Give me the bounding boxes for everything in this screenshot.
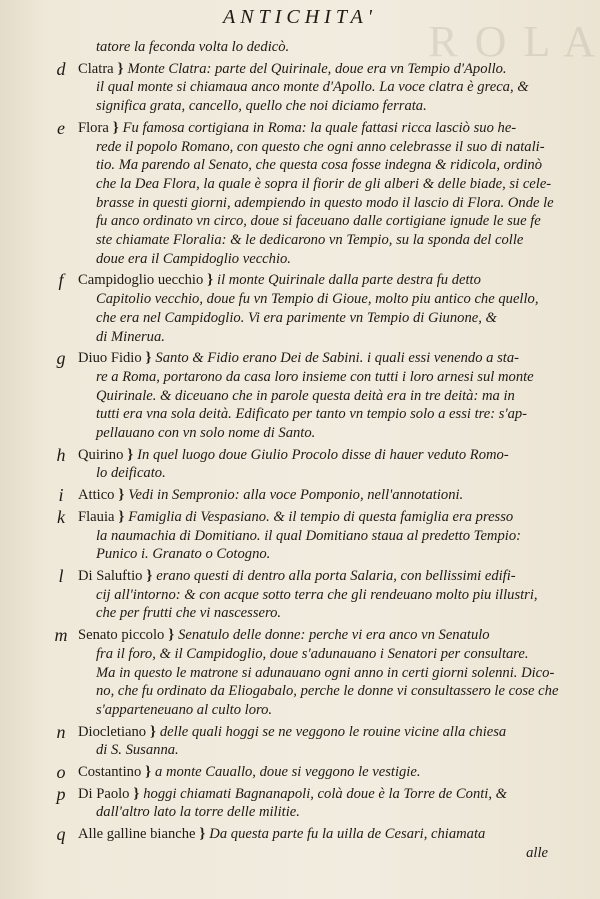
note-marker: l [58,565,64,586]
text-line [78,446,578,465]
annotation-entry [58,485,578,506]
annotation-entry [56,783,578,822]
text-line [78,763,578,782]
brace-icon: } [199,826,206,843]
entry-term: Flauia [78,508,115,525]
text-line: dall'altro lato la torre delle militie. [96,804,300,821]
note-marker: q [56,824,66,845]
note-marker: e [57,117,65,138]
annotation-entry [56,444,578,483]
entry-gloss: delle quali hoggi se ne veggono le rouine vicine alla chiesa [159,723,507,740]
bleed-through-text: R O L A [428,17,598,66]
text-line: fu anco ordinato vn circo, doue si faceuano dalle cortigiane ignude le sue fe [96,213,541,230]
brace-icon: } [146,567,153,584]
text-line: Capitolio vecchio, doue fu vn Tempio di Gioue, molto piu antico che quello, [96,291,539,308]
text-line: che la Dea Flora, la quale è sopra il fiorir de gli alberi & delle biade, si cele- [96,175,552,192]
entry-term: Costantino [78,764,142,781]
note-marker: m [54,625,68,646]
continuation-line: tatore la feconda volta lo dedicò. [96,39,290,55]
brace-icon: } [118,508,125,525]
note-marker: i [58,485,64,506]
entry-term: Diocletiano [78,723,147,740]
entry-term: Clatra [78,60,114,77]
text-line [78,825,578,844]
brace-icon: } [127,446,134,463]
text-line: la naumachia di Domitiano. il qual Domitiano staua al predetto Tempio: [96,527,521,544]
brace-icon: } [145,350,152,367]
text-line: tutti era vna sola deità. Edificato per tanto vn tempio solo a essi tre: s'ap- [96,406,528,423]
text-line [78,486,578,505]
text-line: re a Roma, portarono da casa loro insieme con tutti i loro arnesi sul monte [96,368,534,385]
text-line: di S. Susanna. [96,742,179,759]
entry-gloss: In quel luogo doue Giulio Procolo disse di hauer veduto Romo- [137,446,509,463]
entry-term: Senato piccolo [78,627,165,644]
entry-gloss: Vedi in Sempronio: alla voce Pomponio, nell'annotationi. [128,487,464,504]
annotation-entry [56,58,578,116]
entry-term: Flora [78,119,109,136]
annotation-entry [58,565,578,623]
entry-term: Campidoglio uecchio [78,272,204,289]
text-line: lo deificato. [96,465,166,482]
entry-term: Attico [78,487,115,504]
text-line: tio. Ma parendo al Senato, che questa cosa fosse indegna & ridicola, ordinò [96,157,543,174]
annotation-entry [57,117,578,269]
note-marker: h [56,444,66,465]
entry-gloss: a monte Cauallo, doue si veggono le vestigie. [155,764,421,781]
text-line: no, che fu ordinato da Eliogabalo, perche le donne vi consultassero le cose che [96,683,559,700]
running-title: ANTICHITA' [223,6,377,28]
catchword: alle [526,844,548,861]
brace-icon: } [150,723,156,740]
text-line: fra il foro, & il Campidoglio, doue s'adunauano i Senatori per consultare. [96,645,529,662]
text-line: brasse in questi giorni, adempiendo in questo modo il lascio di Flora. Onde le [96,194,554,211]
annotation-entry [57,506,578,564]
entry-term: Di Saluftio [78,567,143,584]
annotation-text [54,38,578,863]
entry-gloss: Da questa parte fu la uilla de Cesari, chiamata [209,826,486,843]
annotation-entry [58,270,578,346]
text-line: Punico i. Granato o Cotogno. [96,546,271,563]
brace-icon: } [168,627,175,644]
text-line: Ma in questo le matrone si adunauano ogni anno in certi giorni solenni. Dico- [96,664,555,681]
entry-gloss: Monte Clatra: parte del Quirinale, doue era vn Tempio d'Apollo. [127,60,507,77]
text-line: che per frutti che vi nascessero. [96,605,282,622]
brace-icon: } [133,785,140,802]
annotation-entry [56,762,578,783]
text-line: s'apparteneuano al culto loro. [96,701,273,718]
text-line: ste chiamate Floralia: & le dedicarono vn Tempio, su la sponda del colle [96,232,524,249]
entry-term: Alle galline bianche [78,826,196,843]
brace-icon: } [207,272,214,289]
entry-term: Quirino [78,446,124,463]
entry-gloss: Santo & Fidio erano Dei de Sabini. i quali essi venendo a sta- [155,350,520,367]
text-line: il qual monte si chiamaua anco monte d'Apollo. La voce clatra è greca, & [96,79,529,96]
note-marker: g [56,348,66,369]
text-line [78,271,578,290]
annotation-entry [56,824,578,845]
text-line [78,723,578,742]
text-line: di Minerua. [96,328,165,345]
entry-gloss: erano questi di dentro alla porta Salaria, con bellissimi edifi- [156,567,516,584]
annotation-entry [56,721,578,760]
entry-list [54,58,578,845]
note-marker: f [58,270,64,291]
entry-gloss: hoggi chiamati Bagnanapoli, colà doue è la Torre de Conti, & [143,785,507,802]
brace-icon: } [117,60,124,77]
note-marker: k [57,506,65,527]
text-line: cij all'intorno: & con acque sotto terra che gli rendeuano molto piu illustri, [96,586,538,603]
entry-term: Diuo Fidio [78,350,142,367]
entry-gloss: Senatulo delle donne: perche vi era anco vn Senatulo [178,627,490,644]
text-line: Quirinale. & diceuano che in parole questa deità era in tre deità: ma in [96,387,515,404]
text-line: che era nel Campidoglio. Vi era parimente vn Tempio di Giunone, & [96,309,497,326]
brace-icon: } [112,119,119,136]
text-line [78,567,578,586]
entry-gloss: Famiglia di Vespasiano. & il tempio di questa famiglia era presso [128,508,514,525]
brace-icon: } [145,764,152,781]
text-line: rede il popolo Romano, con questo che ogni anno celebrasse il suo di natali- [96,138,545,155]
text-line [78,60,578,79]
text-line [78,785,578,804]
brace-icon: } [118,487,125,504]
annotation-entry [54,625,578,720]
text-line [78,508,578,527]
entry-term: Di Paolo [78,785,130,802]
text-line: significa grata, cancello, quello che noi diciamo ferrata. [96,98,427,115]
note-marker: d [56,58,66,79]
text-line [78,349,578,368]
annotation-entry [56,348,578,443]
note-marker: o [56,762,66,783]
text-line: doue era il Campidoglio vecchio. [96,250,291,267]
text-line [78,119,578,138]
entry-gloss: Fu famosa cortigiana in Roma: la quale fattasi ricca lasciò suo he- [122,119,517,136]
entry-gloss: il monte Quirinale dalla parte destra fu detto [217,272,481,289]
note-marker: p [56,783,66,804]
text-line: pellauano con vn solo nome di Santo. [96,425,316,442]
text-line [78,626,578,645]
note-marker: n [56,721,66,742]
